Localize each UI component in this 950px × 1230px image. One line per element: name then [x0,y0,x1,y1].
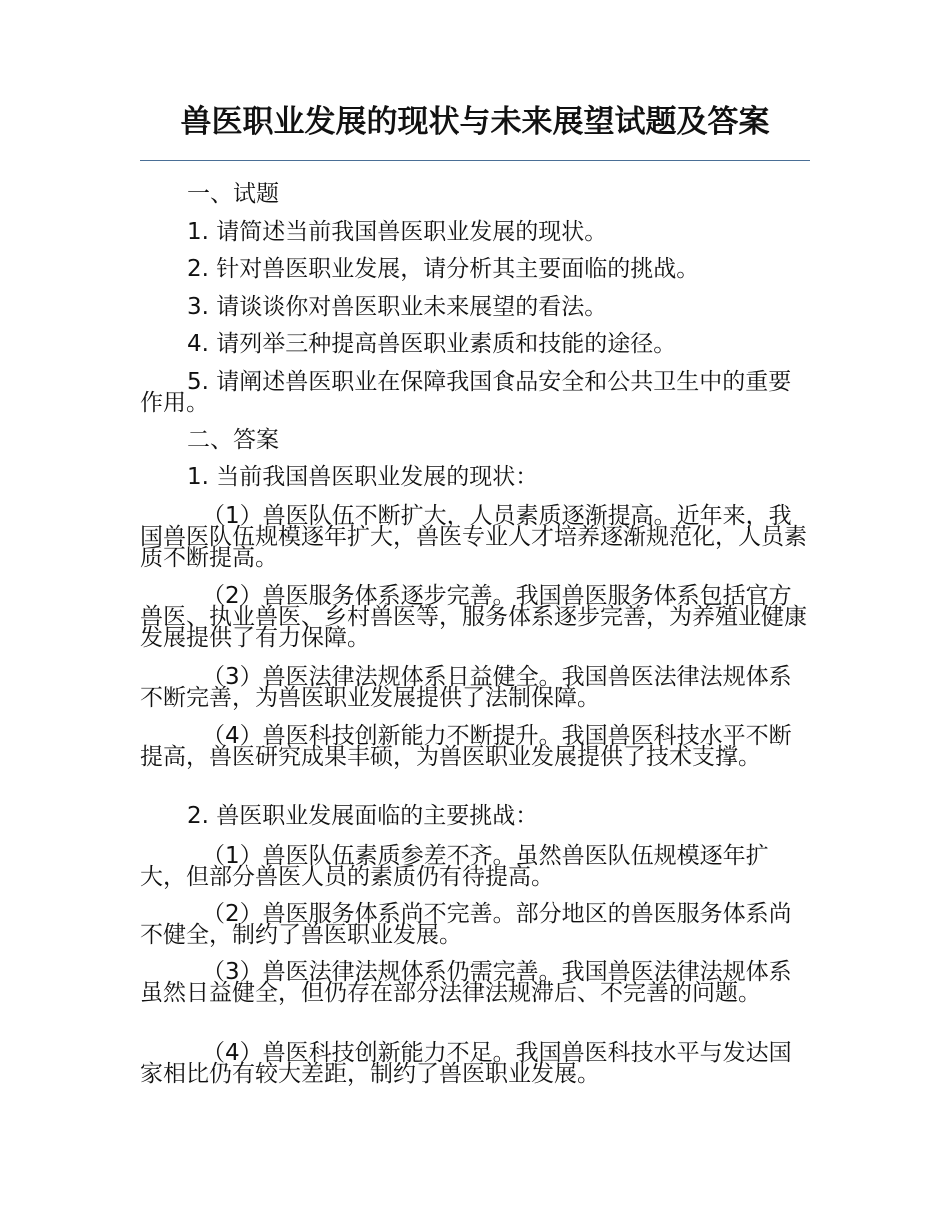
answer-1-point-2: （2）兽医服务体系逐步完善。我国兽医服务体系包括官方兽医、执业兽医、乡村兽医等，服务体系逐步完善，为养殖业健康发展提供了有力保障。 [140,583,807,651]
question-2: 2. 针对兽医职业发展，请分析其主要面临的挑战。 [187,256,700,282]
answer-1-point-4: （4）兽医科技创新能力不断提升。我国兽医科技水平不断提高，兽医研究成果丰硕，为兽医职业发展提供了技术支撑。 [140,723,792,770]
section-heading-questions: 一、试题 [187,181,279,207]
question-1: 1. 请简述当前我国兽医职业发展的现状。 [187,219,608,245]
answer-1-heading: 1. 当前我国兽医职业发展的现状： [187,464,539,490]
answer-2-heading: 2. 兽医职业发展面临的主要挑战： [187,803,539,829]
answer-2-point-4: （4）兽医科技创新能力不足。我国兽医科技水平与发达国家相比仍有较大差距，制约了兽医职业发展。 [140,1040,792,1087]
answer-1-point-1: （1）兽医队伍不断扩大，人员素质逐渐提高。近年来，我国兽医队伍规模逐年扩大，兽医专业人才培养逐渐规范化，人员素质不断提高。 [140,503,807,571]
question-4: 4. 请列举三种提高兽医职业素质和技能的途径。 [187,331,677,357]
question-5: 5. 请阐述兽医职业在保障我国食品安全和公共卫生中的重要作用。 [140,369,792,416]
document-title: 兽医职业发展的现状与未来展望试题及答案 [180,104,770,140]
answer-2-point-1: （1）兽医队伍素质参差不齐。虽然兽医队伍规模逐年扩大，但部分兽医人员的素质仍有待提高。 [140,843,769,890]
answer-1-point-3: （3）兽医法律法规体系日益健全。我国兽医法律法规体系不断完善，为兽医职业发展提供了法制保障。 [140,664,792,711]
answer-2-point-3: （3）兽医法律法规体系仍需完善。我国兽医法律法规体系虽然日益健全，但仍存在部分法律法规滞后、不完善的问题。 [140,959,792,1006]
answer-2-point-2: （2）兽医服务体系尚不完善。部分地区的兽医服务体系尚不健全，制约了兽医职业发展。 [140,901,792,948]
section-heading-answers: 二、答案 [187,427,279,453]
question-3: 3. 请谈谈你对兽医职业未来展望的看法。 [187,294,608,320]
title-divider [140,160,810,161]
